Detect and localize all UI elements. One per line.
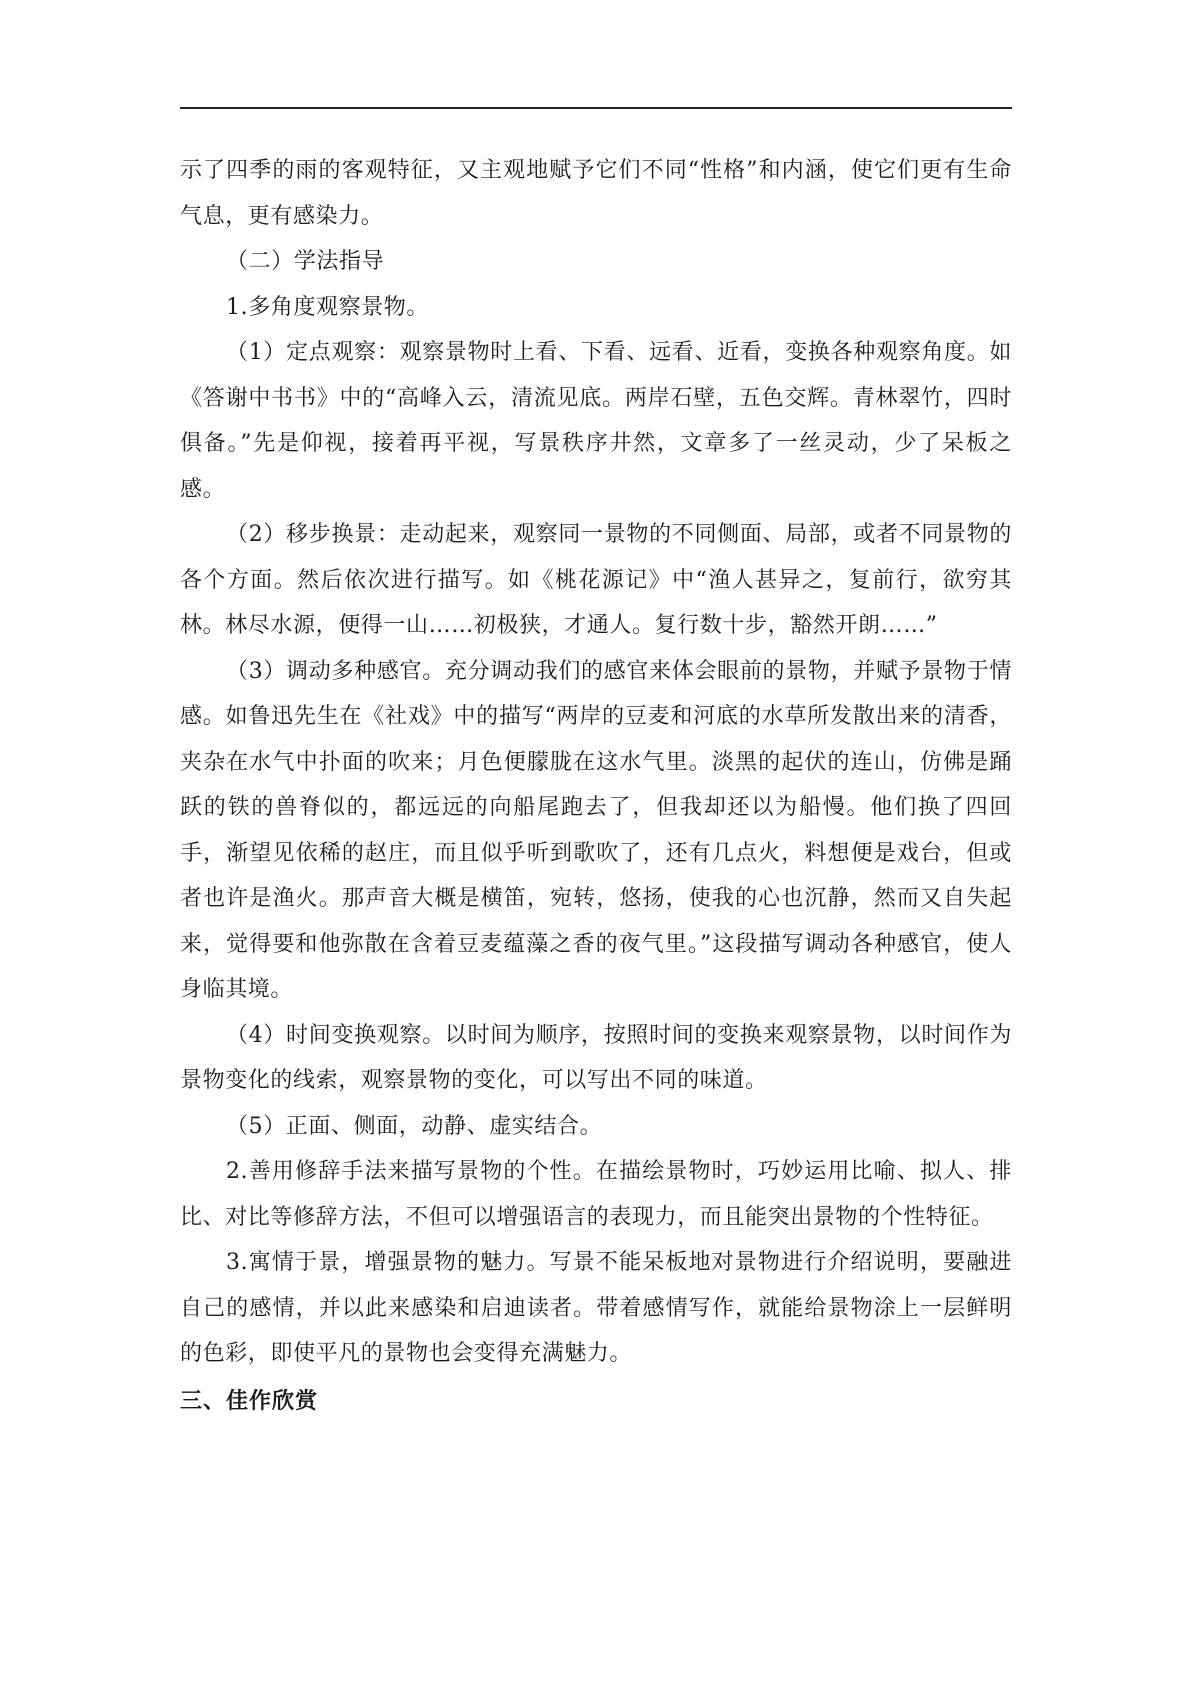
list-subitem-1: （1）定点观察：观察景物时上看、下看、远看、近看，变换各种观察角度。如《答谢中书书》中的“高峰入云，清流见底。两岸石壁，五色交辉。青林翠竹，四时俱备。”先是仰视，接着再平视，写景秩序井然，文章多了一丝灵动，少了呆板之感。 <box>180 340 1012 502</box>
section-heading: 三、佳作欣赏 <box>180 1388 319 1414</box>
subsection-heading: （二）学法指导 <box>226 249 385 274</box>
paragraph-continuation: 示了四季的雨的客观特征，又主观地赋予它们不同“性格”和内涵，使它们更有生命气息，更有感染力。 <box>180 158 1012 229</box>
document-body <box>180 148 1012 1424</box>
header-rule <box>180 107 1012 109</box>
list-subitem-3: （3）调动多种感官。充分调动我们的感官来体会眼前的景物，并赋予景物于情感。如鲁迅先生在《社戏》中的描写“两岸的豆麦和河底的水草所发散出来的清香，夹杂在水气中扑面的吹来；月色便朦胧在这水气里。淡黑的起伏的连山，仿佛是踊跃的铁的兽脊似的，都远远的向船尾跑去了，但我却还以为船慢。他们换了四回手，渐望见依稀的赵庄，而且似乎听到歌吹了，还有几点火，料想便是戏台，但或者也许是渔火。那声音大概是横笛，宛转，悠扬，使我的心也沉静，然而又自失起来，觉得要和他弥散在含着豆麦蕴藻之香的夜气里。”这段描写调动各种感官，使人身临其境。 <box>180 658 1012 1002</box>
list-subitem-2: （2）移步换景：走动起来，观察同一景物的不同侧面、局部，或者不同景物的各个方面。然后依次进行描写。如《桃花源记》中“渔人甚异之，复前行，欲穷其林。林尽水源，便得一山……初极狭，才通人。复行数十步，豁然开朗……” <box>180 522 1012 638</box>
list-item-1: 1.多角度观察景物。 <box>226 294 429 320</box>
list-subitem-5: （5）正面、侧面，动静、虚实结合。 <box>226 1113 603 1139</box>
list-item-2: 2.善用修辞手法来描写景物的个性。在描绘景物时，巧妙运用比喻、拟人、排比、对比等修辞方法，不但可以增强语言的表现力，而且能突出景物的个性特征。 <box>180 1159 1012 1230</box>
list-subitem-4: （4）时间变换观察。以时间为顺序，按照时间的变换来观察景物，以时间作为景物变化的线索，观察景物的变化，可以写出不同的味道。 <box>180 1022 1012 1093</box>
list-item-3: 3.寓情于景，增强景物的魅力。写景不能呆板地对景物进行介绍说明，要融进自己的感情，并以此来感染和启迪读者。带着感情写作，就能给景物涂上一层鲜明的色彩，即使平凡的景物也会变得充满魅力。 <box>180 1250 1012 1366</box>
